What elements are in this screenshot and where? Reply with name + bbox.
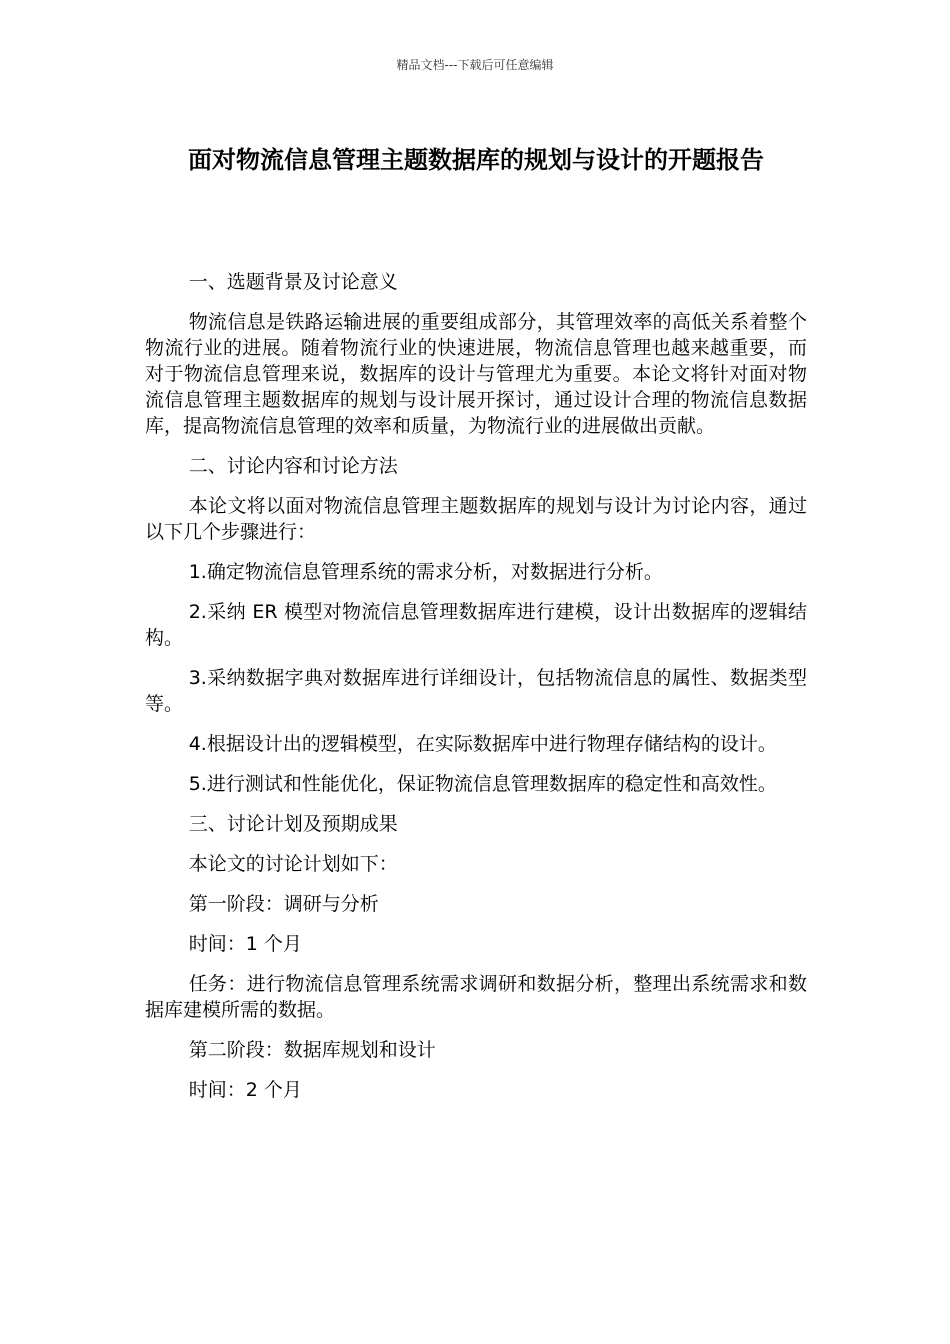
phase-2-title: 第二阶段：数据库规划和设计 xyxy=(188,1039,436,1061)
header-note: 精品文档---下载后可任意编辑 xyxy=(396,58,554,72)
section-heading-plan: 三、讨论计划及预期成果 xyxy=(188,813,398,835)
phase-1-task: 任务：进行物流信息管理系统需求调研和数据分析，整理出系统需求和数据库建模所需的数据。 xyxy=(145,973,807,1021)
section-heading-content-method: 二、讨论内容和讨论方法 xyxy=(188,455,398,477)
phase-1-time: 时间：1 个月 xyxy=(188,933,302,955)
list-item-step-4: 4.根据设计出的逻辑模型，在实际数据库中进行物理存储结构的设计。 xyxy=(188,733,777,755)
phase-1-title: 第一阶段：调研与分析 xyxy=(188,893,379,915)
list-item-step-5: 5.进行测试和性能优化，保证物流信息管理数据库的稳定性和高效性。 xyxy=(188,773,777,795)
paragraph-plan-intro: 本论文的讨论计划如下： xyxy=(188,853,398,875)
section-heading-background: 一、选题背景及讨论意义 xyxy=(188,271,398,293)
phase-2-time: 时间：2 个月 xyxy=(188,1079,302,1101)
list-item-step-3: 3.采纳数据字典对数据库进行详细设计，包括物流信息的属性、数据类型等。 xyxy=(145,667,807,715)
paragraph-background: 物流信息是铁路运输进展的重要组成部分，其管理效率的高低关系着整个物流行业的进展。随着物流行业的快速进展，物流信息管理也越来越重要，而对于物流信息管理来说，数据库的设计与管理尤为重要。本论文将针对面对物流信息管理主题数据库的规划与设计展开探讨，通过设计合理的物流信息数据库，提高物流信息管理的效率和质量，为物流行业的进展做出贡献。 xyxy=(145,311,807,437)
list-item-step-1: 1.确定物流信息管理系统的需求分析，对数据进行分析。 xyxy=(188,561,663,583)
document-title: 面对物流信息管理主题数据库的规划与设计的开题报告 xyxy=(188,146,764,174)
list-item-step-2: 2.采纳 ER 模型对物流信息管理数据库进行建模，设计出数据库的逻辑结构。 xyxy=(145,601,807,649)
paragraph-method-intro: 本论文将以面对物流信息管理主题数据库的规划与设计为讨论内容，通过以下几个步骤进行： xyxy=(145,495,807,543)
document-body xyxy=(145,269,807,1117)
